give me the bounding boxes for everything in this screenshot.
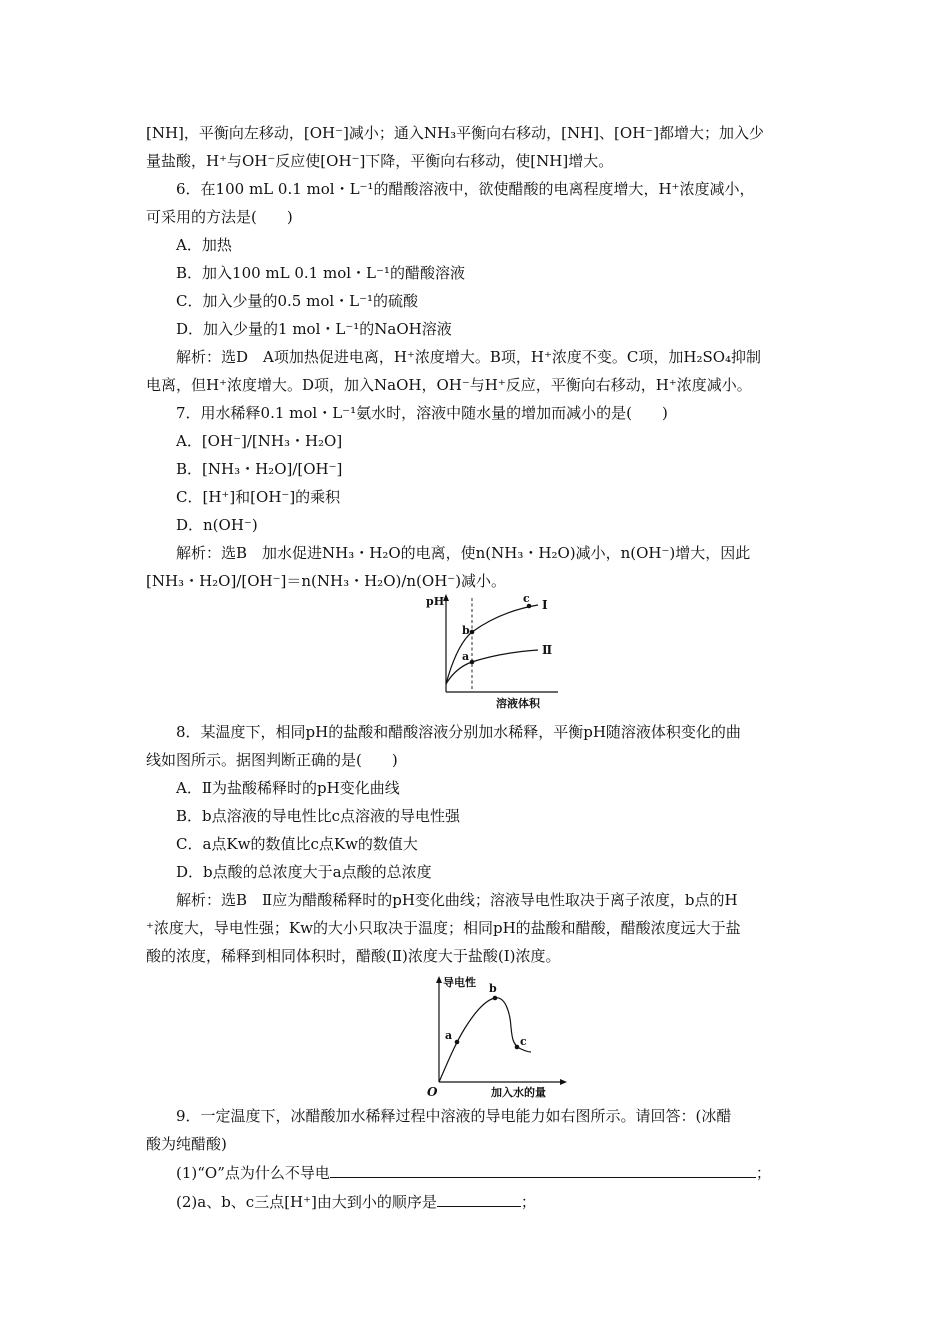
- option-d: D．b点酸的总浓度大于a点酸的总浓度: [176, 863, 432, 881]
- curve-ii: [446, 650, 538, 684]
- question-7-stem: 7．用水稀释0.1 mol・L⁻¹氨水时，溶液中随水量的增加而减小的是( ): [176, 404, 668, 422]
- y-axis-label: 导电性: [443, 976, 476, 989]
- curve-i: [446, 605, 538, 684]
- question-9-stem: 9．一定温度下，冰醋酸加水稀释过程中溶液的导电能力如右图所示。请回答：(冰醋: [176, 1107, 732, 1125]
- curve-i-label: Ⅰ: [542, 598, 548, 612]
- solution-7: 解析：选B 加水促进NH₃・H₂O的电离，使n(NH₃・H₂O)减小，n(OH⁻)增大，因此: [176, 544, 751, 562]
- question-9-part-2-text: (2)a、b、c三点[H⁺]由大到小的顺序是: [176, 1193, 437, 1211]
- question-9-part-1: [176, 1163, 771, 1183]
- y-axis-label: pH: [426, 595, 445, 608]
- solution-8: ⁺浓度大，导电性强；Kw的大小只取决于温度；相同pH的盐酸和醋酸，醋酸浓度远大于盐: [146, 919, 741, 937]
- solution-8: 解析：选B Ⅱ应为醋酸稀释时的pH变化曲线；溶液导电性取决于离子浓度，b点的H: [176, 891, 738, 909]
- origin-label: O: [427, 1085, 438, 1099]
- question-8-stem: 线如图所示。据图判断正确的是( ): [146, 751, 398, 769]
- point-c-label: c: [520, 1035, 527, 1048]
- question-9-part-2: [176, 1192, 536, 1212]
- point-a-marker: [470, 660, 475, 665]
- text-line: 量盐酸，H⁺与OH⁻反应使[OH⁻]下降，平衡向右移动，使[NH]增大。: [146, 152, 614, 170]
- solution-8: 酸的浓度，稀释到相同体积时，醋酸(Ⅱ)浓度大于盐酸(Ⅰ)浓度。: [146, 947, 561, 965]
- option-b: B．加入100 mL 0.1 mol・L⁻¹的醋酸溶液: [176, 264, 465, 282]
- solution-7: [NH₃・H₂O]/[OH⁻]＝n(NH₃・H₂O)/n(OH⁻)减小。: [146, 572, 507, 590]
- text-line: [NH]，平衡向左移动，[OH⁻]减小；通入NH₃平衡向右移动，[NH]、[OH⁻]都增大；加入少: [146, 124, 765, 142]
- point-c-marker: [515, 1045, 520, 1050]
- question-9-part-1-text: (1)“O”点为什么不导电: [176, 1164, 330, 1182]
- option-d: D．加入少量的1 mol・L⁻¹的NaOH溶液: [176, 320, 452, 338]
- conductivity-figure: [425, 972, 575, 1100]
- question-9-part-1-end: ；: [755, 1164, 771, 1182]
- point-a-label: a: [445, 1029, 453, 1042]
- point-a-label: a: [462, 650, 470, 663]
- answer-blank-1[interactable]: [330, 1163, 756, 1178]
- ph-dilution-figure: [420, 592, 570, 714]
- answer-blank-2[interactable]: [437, 1192, 521, 1207]
- point-c-label: c: [523, 592, 530, 605]
- solution-6: 解析：选D A项加热促进电离，H⁺浓度增大。B项，H⁺浓度不变。C项，加H₂SO₄抑制: [176, 348, 762, 366]
- question-6-stem: 可采用的方法是( ): [146, 208, 293, 226]
- conductivity-curve: [439, 998, 531, 1082]
- point-b-marker: [493, 996, 498, 1001]
- option-a: A．加热: [176, 236, 232, 254]
- question-9-stem: 酸为纯醋酸): [146, 1135, 227, 1153]
- point-a-marker: [455, 1040, 460, 1045]
- question-8-stem: 8．某温度下，相同pH的盐酸和醋酸溶液分别加水稀释，平衡pH随溶液体积变化的曲: [176, 723, 741, 741]
- option-d: D．n(OH⁻): [176, 516, 258, 534]
- option-a: A．Ⅱ为盐酸稀释时的pH变化曲线: [176, 779, 400, 797]
- solution-6: 电离，但H⁺浓度增大。D项，加入NaOH，OH⁻与H⁺反应，平衡向右移动，H⁺浓度减小。: [146, 376, 752, 394]
- x-axis-label: 加入水的量: [491, 1086, 546, 1099]
- point-b-label: b: [489, 982, 497, 995]
- curve-ii-label: Ⅱ: [542, 643, 553, 657]
- question-9-part-2-end: ；: [520, 1193, 536, 1211]
- x-axis-label: 溶液体积: [496, 697, 540, 710]
- option-c: C．加入少量的0.5 mol・L⁻¹的硫酸: [176, 292, 419, 310]
- point-b-label: b: [462, 624, 470, 637]
- question-6-stem: 6．在100 mL 0.1 mol・L⁻¹的醋酸溶液中，欲使醋酸的电离程度增大，H⁺浓度减小，: [176, 180, 755, 198]
- y-axis-arrow: [436, 976, 442, 983]
- point-b-marker: [470, 630, 475, 635]
- option-c: C．[H⁺]和[OH⁻]的乘积: [176, 488, 341, 506]
- option-b: B．b点溶液的导电性比c点溶液的导电性强: [176, 807, 461, 825]
- option-a: A．[OH⁻]/[NH₃・H₂O]: [176, 432, 343, 450]
- option-b: B．[NH₃・H₂O]/[OH⁻]: [176, 460, 343, 478]
- option-c: C．a点Kw的数值比c点Kw的数值大: [176, 835, 418, 853]
- x-axis-arrow: [560, 1079, 567, 1085]
